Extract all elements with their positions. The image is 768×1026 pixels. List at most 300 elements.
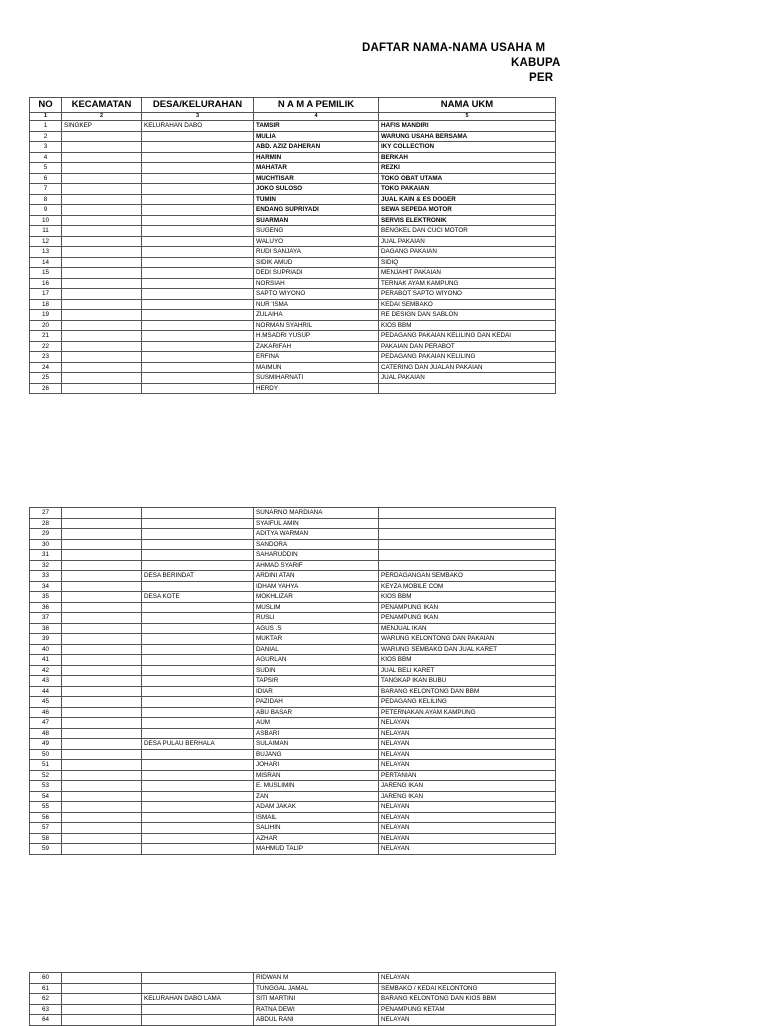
cell-no: 44 [30,686,62,697]
table-row [30,823,556,834]
cell-no: 15 [30,268,62,279]
cell-nama-pemilik: DANIAL [254,644,379,655]
cell-kecamatan [62,581,142,592]
cell-desa-kelurahan [142,247,254,258]
cell-nama-ukm: NELAYAN [379,749,556,760]
cell-nama-ukm: BARANG KELONTONG DAN KIOS BBM [379,994,556,1005]
cell-nama-ukm: MENJUAL IKAN [379,623,556,634]
cell-kecamatan [62,518,142,529]
table-row [30,770,556,781]
cell-desa-kelurahan [142,529,254,540]
cell-nama-ukm: NELAYAN [379,823,556,834]
cell-nama-ukm: PEDAGANG PAKAIAN KELILING DAN KEDAI [379,331,556,342]
cell-nama-ukm: NELAYAN [379,728,556,739]
cell-nama-pemilik: SUSMIHARNATI [254,373,379,384]
cell-kecamatan [62,602,142,613]
table-row [30,634,556,645]
table-row [30,331,556,342]
cell-no: 12 [30,236,62,247]
cell-no: 43 [30,676,62,687]
cell-desa-kelurahan [142,508,254,519]
cell-kecamatan [62,539,142,550]
cell-kecamatan [62,373,142,384]
cell-nama-pemilik: SANDORA [254,539,379,550]
table-row [30,560,556,571]
cell-kecamatan: SINGKEP [62,121,142,132]
cell-nama-ukm: MENJAHIT PAKAIAN [379,268,556,279]
table-row [30,299,556,310]
table-row [30,1015,556,1026]
umkm-table-section-3 [29,972,556,1026]
cell-kecamatan [62,697,142,708]
cell-desa-kelurahan [142,781,254,792]
cell-nama-pemilik: H.MSADRI YUSUP [254,331,379,342]
cell-kecamatan [62,173,142,184]
cell-desa-kelurahan [142,749,254,760]
cell-nama-ukm: NELAYAN [379,833,556,844]
cell-nama-ukm: KIOS BBM [379,320,556,331]
cell-no: 28 [30,518,62,529]
cell-desa-kelurahan [142,257,254,268]
cell-nama-ukm: NELAYAN [379,973,556,984]
table-row [30,581,556,592]
cell-nama-ukm: NELAYAN [379,718,556,729]
cell-no: 42 [30,665,62,676]
cell-desa-kelurahan [142,550,254,561]
cell-nama-ukm: WARUNG USAHA BERSAMA [379,131,556,142]
cell-nama-pemilik: ADAM JAKAK [254,802,379,813]
table-row [30,844,556,855]
cell-nama-pemilik: RUDI SANJAYA [254,247,379,258]
cell-kecamatan [62,749,142,760]
column-index: 2 [62,113,142,121]
cell-desa-kelurahan [142,791,254,802]
cell-nama-pemilik: SITI MARTINI [254,994,379,1005]
table-row [30,613,556,624]
cell-no: 25 [30,373,62,384]
table-row [30,226,556,237]
cell-no: 17 [30,289,62,300]
cell-nama-pemilik: AUM [254,718,379,729]
cell-desa-kelurahan [142,686,254,697]
cell-nama-ukm: PERDAGANGAN SEMBAKO [379,571,556,582]
table-row [30,121,556,132]
column-index: 1 [30,113,62,121]
table-row [30,320,556,331]
cell-nama-pemilik: ZULAIHA [254,310,379,321]
cell-no: 26 [30,383,62,394]
cell-kecamatan [62,142,142,153]
table-row [30,539,556,550]
cell-desa-kelurahan [142,833,254,844]
cell-nama-pemilik: AGURLAN [254,655,379,666]
cell-nama-ukm: DAGANG PAKAIAN [379,247,556,258]
table-column-index-row [30,113,556,121]
cell-desa-kelurahan: DESA KOTE [142,592,254,603]
cell-kecamatan [62,331,142,342]
cell-desa-kelurahan [142,539,254,550]
header-desa-kelurahan: DESA/KELURAHAN [142,98,254,113]
cell-kecamatan [62,299,142,310]
cell-nama-pemilik: HARMIN [254,152,379,163]
table-row [30,973,556,984]
cell-nama-pemilik: TUNGGAL JAMAL [254,983,379,994]
table-row [30,142,556,153]
cell-kecamatan [62,623,142,634]
cell-nama-pemilik: JOKO SULOSO [254,184,379,195]
cell-desa-kelurahan [142,131,254,142]
cell-no: 10 [30,215,62,226]
cell-no: 38 [30,623,62,634]
cell-no: 35 [30,592,62,603]
cell-kecamatan [62,550,142,561]
cell-kecamatan [62,236,142,247]
cell-kecamatan [62,215,142,226]
cell-nama-ukm: WARUNG KELONTONG DAN PAKAIAN [379,634,556,645]
cell-kecamatan [62,739,142,750]
cell-kecamatan [62,802,142,813]
cell-desa-kelurahan [142,215,254,226]
cell-no: 6 [30,173,62,184]
cell-nama-pemilik: ENDANG SUPRIYADI [254,205,379,216]
cell-nama-pemilik: MAHMUD TALIP [254,844,379,855]
cell-no: 61 [30,983,62,994]
cell-nama-pemilik: SALIHIN [254,823,379,834]
cell-nama-ukm: CATERING DAN JUALAN PAKAIAN [379,362,556,373]
cell-kecamatan [62,184,142,195]
cell-desa-kelurahan [142,268,254,279]
cell-desa-kelurahan [142,331,254,342]
cell-nama-pemilik: MISRAN [254,770,379,781]
cell-nama-pemilik: MAIMUN [254,362,379,373]
table-row [30,373,556,384]
cell-nama-ukm: TOKO PAKAIAN [379,184,556,195]
cell-no: 56 [30,812,62,823]
cell-desa-kelurahan [142,278,254,289]
cell-kecamatan [62,973,142,984]
cell-desa-kelurahan [142,236,254,247]
cell-nama-pemilik: IDIAR [254,686,379,697]
column-index: 4 [254,113,379,121]
cell-desa-kelurahan [142,634,254,645]
cell-kecamatan [62,760,142,771]
cell-nama-ukm: PENAMPUNG IKAN [379,602,556,613]
cell-nama-pemilik: DEDI SUPRIADI [254,268,379,279]
cell-kecamatan [62,634,142,645]
cell-nama-ukm [379,550,556,561]
table-row [30,278,556,289]
cell-nama-ukm [379,529,556,540]
cell-no: 52 [30,770,62,781]
cell-no: 33 [30,571,62,582]
cell-nama-ukm: SEWA SEPEDA MOTOR [379,205,556,216]
cell-desa-kelurahan [142,173,254,184]
cell-nama-ukm: BARANG KELONTONG DAN BBM [379,686,556,697]
umkm-table-section-2 [29,507,556,855]
cell-no: 36 [30,602,62,613]
cell-no: 2 [30,131,62,142]
cell-no: 19 [30,310,62,321]
cell-no: 34 [30,581,62,592]
cell-kecamatan [62,341,142,352]
cell-kecamatan [62,781,142,792]
cell-no: 63 [30,1004,62,1015]
header-nama-pemilik: N A M A PEMILIK [254,98,379,113]
table-row [30,508,556,519]
table-row [30,623,556,634]
cell-desa-kelurahan [142,163,254,174]
cell-kecamatan [62,205,142,216]
table-row [30,812,556,823]
cell-nama-pemilik: RATNA DEWI [254,1004,379,1015]
table-row [30,665,556,676]
umkm-table-section-1 [29,97,556,394]
table-row [30,655,556,666]
cell-desa-kelurahan [142,341,254,352]
cell-no: 64 [30,1015,62,1026]
cell-nama-ukm: REZKI [379,163,556,174]
cell-nama-pemilik: SIDIK AMUD [254,257,379,268]
cell-kecamatan [62,655,142,666]
cell-no: 14 [30,257,62,268]
cell-nama-ukm: NELAYAN [379,760,556,771]
cell-nama-ukm: SERVIS ELEKTRONIK [379,215,556,226]
column-index: 5 [379,113,556,121]
cell-nama-pemilik: NUR 'ISMA [254,299,379,310]
cell-nama-pemilik: SUNARNO MARDIANA [254,508,379,519]
cell-kecamatan [62,1015,142,1026]
cell-kecamatan [62,844,142,855]
cell-kecamatan [62,320,142,331]
table-row [30,173,556,184]
cell-desa-kelurahan: DESA PULAU BERHALA [142,739,254,750]
cell-kecamatan [62,791,142,802]
cell-no: 7 [30,184,62,195]
cell-desa-kelurahan [142,718,254,729]
cell-kecamatan [62,226,142,237]
cell-nama-ukm: PEDAGANG PAKAIAN KELILING [379,352,556,363]
cell-desa-kelurahan [142,310,254,321]
table-row [30,739,556,750]
cell-kecamatan [62,383,142,394]
table-row [30,341,556,352]
cell-kecamatan [62,833,142,844]
cell-no: 41 [30,655,62,666]
table-row [30,194,556,205]
table-row [30,791,556,802]
cell-kecamatan [62,613,142,624]
cell-no: 37 [30,613,62,624]
cell-nama-ukm: IKY COLLECTION [379,142,556,153]
cell-nama-ukm: NELAYAN [379,802,556,813]
cell-kecamatan [62,823,142,834]
table-row [30,205,556,216]
cell-no: 39 [30,634,62,645]
cell-desa-kelurahan [142,352,254,363]
cell-desa-kelurahan [142,194,254,205]
cell-nama-pemilik: MUSLIM [254,602,379,613]
cell-desa-kelurahan [142,728,254,739]
cell-kecamatan [62,644,142,655]
cell-nama-ukm: TANGKAP IKAN BUBU [379,676,556,687]
cell-desa-kelurahan [142,802,254,813]
table-row [30,163,556,174]
cell-desa-kelurahan [142,226,254,237]
cell-nama-ukm: PENAMPUNG IKAN [379,613,556,624]
table-header-row [30,98,556,113]
cell-kecamatan [62,770,142,781]
cell-no: 57 [30,823,62,834]
table-row [30,215,556,226]
cell-nama-pemilik: IDHAM YAHYA [254,581,379,592]
table-row [30,529,556,540]
cell-nama-pemilik: AGUS .S [254,623,379,634]
cell-desa-kelurahan [142,1004,254,1015]
cell-nama-ukm: BENGKEL DAN CUCI MOTOR [379,226,556,237]
table-row [30,760,556,771]
cell-nama-ukm: PAKAIAN DAN PERABOT [379,341,556,352]
cell-desa-kelurahan [142,560,254,571]
header-kecamatan: KECAMATAN [62,98,142,113]
header-no: NO [30,98,62,113]
table-row [30,602,556,613]
cell-nama-ukm: JUAL PAKAIAN [379,236,556,247]
cell-desa-kelurahan [142,812,254,823]
cell-desa-kelurahan [142,142,254,153]
cell-kecamatan [62,131,142,142]
cell-nama-ukm: RE DESIGN DAN SABLON [379,310,556,321]
table-row [30,268,556,279]
column-index: 3 [142,113,254,121]
cell-no: 31 [30,550,62,561]
cell-no: 16 [30,278,62,289]
cell-no: 8 [30,194,62,205]
cell-desa-kelurahan [142,707,254,718]
table-row [30,383,556,394]
table-row [30,289,556,300]
cell-desa-kelurahan [142,581,254,592]
cell-desa-kelurahan [142,383,254,394]
cell-nama-pemilik: MUKTAR [254,634,379,645]
cell-nama-pemilik: ASBARI [254,728,379,739]
cell-nama-ukm: KEDAI SEMBAKO [379,299,556,310]
cell-nama-pemilik: WALUYO [254,236,379,247]
cell-nama-pemilik: ABDUL RANI [254,1015,379,1026]
cell-no: 13 [30,247,62,258]
cell-nama-pemilik: MAHATAR [254,163,379,174]
table-row [30,802,556,813]
table-row [30,257,556,268]
cell-nama-ukm: NELAYAN [379,812,556,823]
cell-nama-ukm: PEDAGANG KELILING [379,697,556,708]
table-row [30,781,556,792]
cell-no: 47 [30,718,62,729]
cell-no: 45 [30,697,62,708]
cell-nama-pemilik: ARDINI ATAN [254,571,379,582]
cell-nama-ukm: PENAMPUNG KETAM [379,1004,556,1015]
cell-kecamatan [62,812,142,823]
cell-no: 29 [30,529,62,540]
cell-nama-ukm: WARUNG SEMBAKO DAN JUAL KARET [379,644,556,655]
table-row [30,686,556,697]
cell-nama-ukm: BERKAH [379,152,556,163]
cell-nama-ukm: KEYZA MOBILE COM [379,581,556,592]
cell-kecamatan [62,665,142,676]
cell-kecamatan [62,571,142,582]
cell-no: 23 [30,352,62,363]
cell-nama-ukm: TERNAK AYAM KAMPUNG [379,278,556,289]
cell-kecamatan [62,310,142,321]
cell-nama-pemilik: MULIA [254,131,379,142]
cell-desa-kelurahan [142,644,254,655]
document-subtitle-region: KABUPA [511,57,561,69]
cell-nama-ukm: JARENG IKAN [379,791,556,802]
cell-no: 48 [30,728,62,739]
cell-kecamatan [62,994,142,1005]
table-row [30,592,556,603]
table-row [30,362,556,373]
cell-nama-ukm [379,560,556,571]
cell-nama-pemilik: NORSIAH [254,278,379,289]
cell-desa-kelurahan [142,518,254,529]
table-body-2 [30,508,556,855]
table-row [30,131,556,142]
table-row [30,1004,556,1015]
cell-no: 21 [30,331,62,342]
cell-desa-kelurahan [142,770,254,781]
cell-kecamatan [62,686,142,697]
cell-no: 30 [30,539,62,550]
cell-nama-ukm: JUAL PAKAIAN [379,373,556,384]
table-row [30,676,556,687]
cell-no: 49 [30,739,62,750]
cell-desa-kelurahan [142,205,254,216]
cell-desa-kelurahan [142,655,254,666]
table-body-3 [30,973,556,1026]
cell-desa-kelurahan [142,697,254,708]
table-row [30,707,556,718]
cell-no: 5 [30,163,62,174]
cell-nama-ukm: SEMBAKO / KEDAI KELONTONG [379,983,556,994]
cell-nama-pemilik: SUGENG [254,226,379,237]
table-row [30,247,556,258]
cell-nama-pemilik: PAZIDAH [254,697,379,708]
table-row [30,697,556,708]
cell-desa-kelurahan [142,184,254,195]
cell-nama-pemilik: SAPTO WIYONO [254,289,379,300]
cell-nama-pemilik: SAHARUDDIN [254,550,379,561]
table-row [30,352,556,363]
cell-nama-pemilik: SUARMAN [254,215,379,226]
cell-kecamatan [62,529,142,540]
cell-desa-kelurahan [142,613,254,624]
cell-no: 20 [30,320,62,331]
cell-no: 3 [30,142,62,153]
cell-desa-kelurahan [142,373,254,384]
cell-desa-kelurahan [142,760,254,771]
cell-kecamatan [62,289,142,300]
cell-desa-kelurahan [142,623,254,634]
table-row [30,833,556,844]
cell-nama-pemilik: HERDY [254,383,379,394]
cell-no: 46 [30,707,62,718]
cell-nama-pemilik: E. MUSLIMIN [254,781,379,792]
cell-nama-ukm: JARENG IKAN [379,781,556,792]
cell-desa-kelurahan [142,152,254,163]
cell-kecamatan [62,268,142,279]
cell-kecamatan [62,257,142,268]
cell-kecamatan [62,352,142,363]
